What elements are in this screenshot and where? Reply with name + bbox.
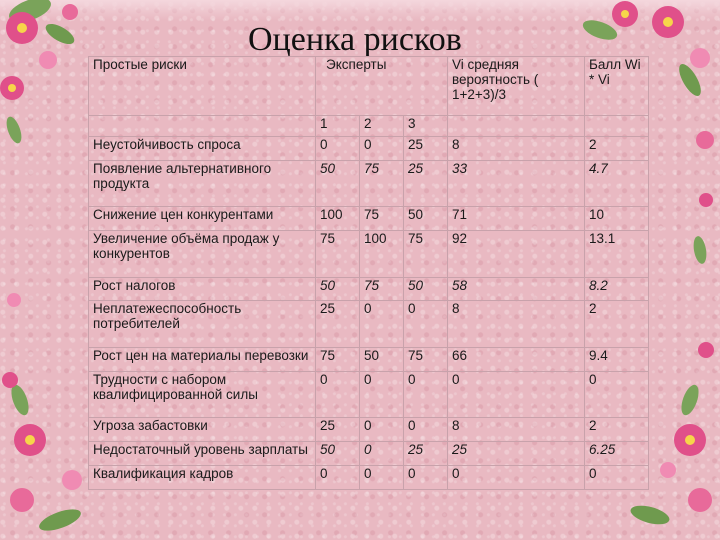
table-row — [89, 442, 649, 466]
table-row — [89, 371, 649, 417]
vi-cell: 33 — [448, 160, 585, 206]
expert-3-cell: 75 — [404, 231, 448, 277]
risk-name-cell: Квалификация кадров — [89, 465, 316, 489]
score-cell: 2 — [585, 137, 649, 161]
score-cell: 9.4 — [585, 347, 649, 371]
flower-bottom-left-icon — [2, 293, 83, 535]
expert-2-cell: 75 — [360, 160, 404, 206]
risk-name-cell: Неплатежеспособность потребителей — [89, 301, 316, 347]
expert-2-cell: 50 — [360, 347, 404, 371]
table-row — [89, 277, 649, 301]
expert-number-1: 1 — [316, 116, 360, 137]
expert-2-cell: 100 — [360, 231, 404, 277]
score-cell: 4.7 — [585, 160, 649, 206]
expert-3-cell: 25 — [404, 160, 448, 206]
expert-1-cell: 25 — [316, 301, 360, 347]
expert-1-cell: 50 — [316, 160, 360, 206]
vi-cell: 71 — [448, 207, 585, 231]
expert-1-cell: 100 — [316, 207, 360, 231]
table-row — [89, 137, 649, 161]
vi-cell: 0 — [448, 371, 585, 417]
expert-number-2: 2 — [360, 116, 404, 137]
subheader-empty — [585, 116, 649, 137]
expert-2-cell: 0 — [360, 301, 404, 347]
expert-3-cell: 0 — [404, 418, 448, 442]
expert-1-cell: 50 — [316, 277, 360, 301]
expert-2-cell: 0 — [360, 371, 404, 417]
expert-1-cell: 25 — [316, 418, 360, 442]
vi-cell: 92 — [448, 231, 585, 277]
vi-cell: 0 — [448, 465, 585, 489]
score-cell: 2 — [585, 301, 649, 347]
expert-2-cell: 0 — [360, 137, 404, 161]
vi-cell: 8 — [448, 301, 585, 347]
expert-3-cell: 75 — [404, 347, 448, 371]
table-header-row — [89, 57, 649, 116]
expert-2-cell: 0 — [360, 442, 404, 466]
header-score: Балл Wi * Vi — [585, 57, 649, 116]
vi-cell: 58 — [448, 277, 585, 301]
expert-3-cell: 25 — [404, 137, 448, 161]
expert-1-cell: 0 — [316, 465, 360, 489]
table-row — [89, 465, 649, 489]
expert-1-cell: 75 — [316, 231, 360, 277]
risk-name-cell: Угроза забастовки — [89, 418, 316, 442]
expert-1-cell: 0 — [316, 371, 360, 417]
risk-table-container — [88, 56, 648, 490]
vi-cell: 25 — [448, 442, 585, 466]
table-row — [89, 231, 649, 277]
risk-name-cell: Неустойчивость спроса — [89, 137, 316, 161]
expert-1-cell: 50 — [316, 442, 360, 466]
vi-cell: 66 — [448, 347, 585, 371]
table-row — [89, 418, 649, 442]
subheader-empty — [448, 116, 585, 137]
expert-3-cell: 0 — [404, 301, 448, 347]
vi-cell: 8 — [448, 418, 585, 442]
risk-name-cell: Увеличение объёма продаж у конкурентов — [89, 231, 316, 277]
score-cell: 13.1 — [585, 231, 649, 277]
header-risks: Простые риски — [89, 57, 316, 116]
score-cell: 0 — [585, 371, 649, 417]
expert-2-cell: 75 — [360, 207, 404, 231]
score-cell: 8.2 — [585, 277, 649, 301]
table-subheader-row — [89, 116, 649, 137]
score-cell: 0 — [585, 465, 649, 489]
flower-top-left-icon — [0, 0, 78, 145]
table-row — [89, 301, 649, 347]
expert-1-cell: 0 — [316, 137, 360, 161]
table-row — [89, 207, 649, 231]
frame-top — [0, 0, 720, 20]
subheader-empty — [89, 116, 316, 137]
expert-2-cell: 0 — [360, 465, 404, 489]
vi-cell: 8 — [448, 137, 585, 161]
score-cell: 6.25 — [585, 442, 649, 466]
risk-name-cell: Рост цен на материалы перевозки — [89, 347, 316, 371]
expert-3-cell: 50 — [404, 277, 448, 301]
table-row — [89, 160, 649, 206]
expert-1-cell: 75 — [316, 347, 360, 371]
risk-name-cell: Рост налогов — [89, 277, 316, 301]
score-cell: 10 — [585, 207, 649, 231]
expert-3-cell: 50 — [404, 207, 448, 231]
risk-name-cell: Снижение цен конкурентами — [89, 207, 316, 231]
risk-name-cell: Трудности с набором квалифицированной силы — [89, 371, 316, 417]
score-cell: 2 — [585, 418, 649, 442]
expert-3-cell: 25 — [404, 442, 448, 466]
risk-name-cell: Недостаточный уровень зарплаты — [89, 442, 316, 466]
expert-2-cell: 75 — [360, 277, 404, 301]
header-vi: Vi средняя вероятность ( 1+2+3)/3 — [448, 57, 585, 116]
slide-title: Оценка рисков — [248, 21, 462, 58]
expert-3-cell: 0 — [404, 465, 448, 489]
expert-2-cell: 0 — [360, 418, 404, 442]
expert-3-cell: 0 — [404, 371, 448, 417]
risk-table — [88, 56, 649, 490]
expert-number-3: 3 — [404, 116, 448, 137]
risk-name-cell: Появление альтернативного продукта — [89, 160, 316, 206]
header-experts: Эксперты — [316, 57, 448, 116]
table-row — [89, 347, 649, 371]
